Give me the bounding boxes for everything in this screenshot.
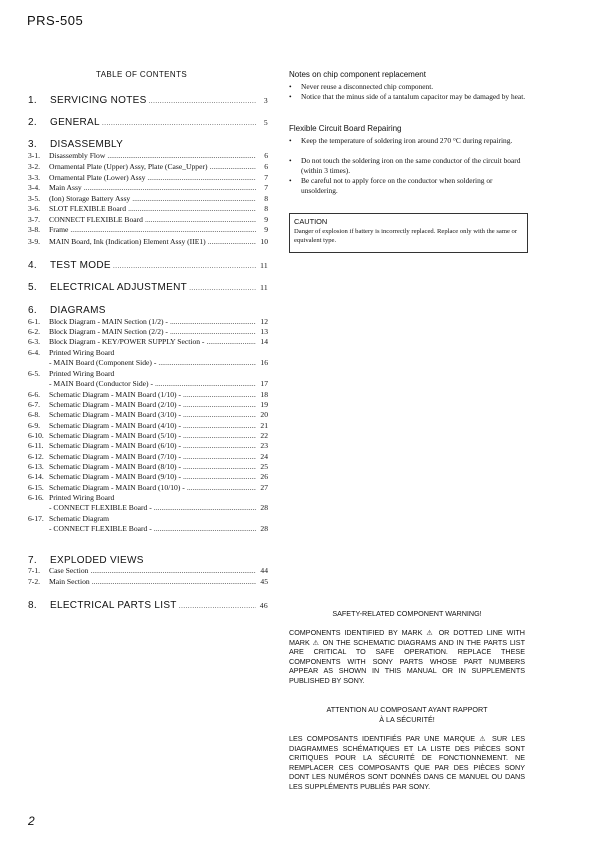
toc-entry-page: 6: [264, 162, 268, 171]
toc-entry-page: 7: [264, 183, 268, 192]
toc-entry-number: 6-6.: [28, 390, 41, 399]
toc-entry-number: 3-7.: [28, 215, 41, 224]
toc-entry-row[interactable]: [28, 472, 268, 481]
toc-entry-number: 5.: [28, 282, 37, 293]
toc-leader-dots: [183, 410, 256, 419]
toc-entry-title: Schematic Diagram - MAIN Board (10/10) -: [49, 483, 185, 492]
toc-entry-row[interactable]: [28, 503, 268, 512]
toc-entry-page: 22: [260, 431, 268, 440]
toc-entry-row[interactable]: [28, 225, 268, 234]
toc-entry-title: Disassembly Flow: [49, 151, 106, 160]
toc-leader-dots: [145, 215, 256, 224]
toc-entry-number: 3-5.: [28, 194, 41, 203]
flex-notes-heading: Flexible Circuit Board Repairing: [289, 124, 402, 133]
toc-entry-title: Schematic Diagram - MAIN Board (5/10) -: [49, 431, 182, 440]
toc-leader-dots: [107, 151, 256, 160]
toc-entry-number: 7-2.: [28, 577, 41, 586]
toc-entry-row[interactable]: [28, 151, 268, 160]
toc-entry-number: 6-11.: [28, 441, 44, 450]
toc-entry-page: 16: [260, 358, 268, 367]
toc-entry-page: 23: [260, 441, 268, 450]
toc-entry-title: Schematic Diagram - MAIN Board (6/10) -: [49, 441, 182, 450]
toc-entry-title: GENERAL: [50, 117, 100, 128]
toc-leader-dots: [170, 317, 256, 326]
toc-entry-page: 9: [264, 215, 268, 224]
toc-entry-number: 6-14.: [28, 472, 44, 481]
toc-entry-row[interactable]: [28, 237, 268, 246]
toc-entry-page: 8: [264, 204, 268, 213]
toc-entry-number: 6-10.: [28, 431, 44, 440]
toc-entry-title: - MAIN Board (Component Side) -: [49, 358, 157, 367]
toc-entry-row[interactable]: [28, 173, 268, 182]
toc-entry-page: 5: [263, 118, 268, 127]
toc-entry-title: Block Diagram - MAIN Section (2/2) -: [49, 327, 168, 336]
toc-entry-page: 12: [260, 317, 268, 326]
toc-leader-dots: [113, 263, 256, 270]
flex-note-1: • Keep the temperature of soldering iron around 270 °C during repairing.: [289, 136, 513, 145]
toc-leader-dots: [154, 503, 256, 512]
toc-entry-title: Schematic Diagram: [49, 514, 110, 523]
toc-entry-title: Printed Wiring Board: [49, 348, 115, 357]
toc-entry-number: 2.: [28, 117, 37, 128]
toc-section-row[interactable]: [28, 117, 268, 128]
safety-warning-fr-title-2: À LA SÉCURITÉ!: [379, 715, 435, 724]
flex-note-2: • Do not touch the soldering iron on the same conductor of the circuit board (within 3 times).: [289, 156, 521, 175]
toc-entry-title: Ornamental Plate (Upper) Assy, Plate (Case_Upper): [49, 162, 208, 171]
toc-entry-title: Schematic Diagram - MAIN Board (2/10) -: [49, 400, 182, 409]
toc-leader-dots: [183, 462, 256, 471]
chip-notes-heading: Notes on chip component replacement: [289, 70, 426, 79]
toc-entry-page: 7: [264, 173, 268, 182]
toc-entry-title: Printed Wiring Board: [49, 369, 115, 378]
toc-leader-dots: [92, 577, 256, 586]
toc-entry-page: 44: [260, 566, 268, 575]
toc-entry-page: 3: [263, 96, 268, 105]
chip-note-1: • Never reuse a disconnected chip component.: [289, 82, 434, 91]
toc-entry-row[interactable]: [28, 390, 268, 399]
toc-title: TABLE OF CONTENTS: [96, 70, 188, 79]
toc-entry-number: 3.: [28, 139, 37, 150]
toc-entry-row[interactable]: [28, 400, 268, 409]
toc-entry-page: 10: [260, 237, 268, 246]
toc-leader-dots: [206, 337, 256, 346]
toc-entry-page: 24: [260, 452, 268, 461]
toc-entry-row[interactable]: [28, 483, 268, 492]
toc-entry-page: 11: [260, 261, 268, 270]
caution-body: Danger of explosion if battery is incorrectly replaced. Replace only with the same or equivalent type.: [294, 228, 518, 244]
toc-entry-number: 6-15.: [28, 483, 44, 492]
toc-entry-title: Printed Wiring Board: [49, 493, 115, 502]
toc-leader-dots: [183, 452, 256, 461]
toc-leader-dots: [102, 120, 256, 127]
toc-entry-row[interactable]: [28, 462, 268, 471]
toc-entry-number: 6-13.: [28, 462, 44, 471]
toc-entry-number: 4.: [28, 260, 37, 271]
toc-entry-page: 28: [260, 503, 268, 512]
toc-entry-title: Schematic Diagram - MAIN Board (4/10) -: [49, 421, 182, 430]
toc-entry-page: 45: [260, 577, 268, 586]
toc-leader-dots: [170, 327, 256, 336]
toc-entry-row[interactable]: [28, 358, 268, 367]
toc-entry-number: 6-16.: [28, 493, 44, 502]
toc-entry-title: - CONNECT FLEXIBLE Board -: [49, 503, 152, 512]
toc-entry-row[interactable]: [28, 514, 268, 523]
toc-entry-number: 3-8.: [28, 225, 41, 234]
toc-entry-number: 6-5.: [28, 369, 41, 378]
toc-entry-number: 7.: [28, 555, 37, 566]
toc-section-row[interactable]: [28, 260, 268, 271]
toc-leader-dots: [187, 483, 256, 492]
toc-entry-number: 6-8.: [28, 410, 41, 419]
toc-entry-number: 6-9.: [28, 421, 41, 430]
toc-entry-title: Block Diagram - KEY/POWER SUPPLY Section -: [49, 337, 205, 346]
toc-entry-title: CONNECT FLEXIBLE Board: [49, 215, 143, 224]
toc-entry-number: 6-17.: [28, 514, 44, 523]
toc-entry-row[interactable]: [28, 204, 268, 213]
toc-leader-dots: [147, 173, 256, 182]
toc-entry-row[interactable]: [28, 183, 268, 192]
toc-entry-title: Schematic Diagram - MAIN Board (3/10) -: [49, 410, 182, 419]
toc-entry-row[interactable]: [28, 421, 268, 430]
toc-leader-dots: [179, 603, 256, 610]
toc-entry-title: Schematic Diagram - MAIN Board (8/10) -: [49, 462, 182, 471]
toc-leader-dots: [183, 441, 256, 450]
toc-entry-row[interactable]: [28, 327, 268, 336]
toc-entry-number: 6-4.: [28, 348, 41, 357]
toc-entry-page: 8: [264, 194, 268, 203]
toc-entry-title: Ornamental Plate (Lower) Assy: [49, 173, 146, 182]
toc-leader-dots: [132, 194, 256, 203]
toc-entry-title: DIAGRAMS: [50, 305, 106, 316]
toc-leader-dots: [90, 566, 256, 575]
toc-leader-dots: [189, 285, 256, 292]
toc-entry-title: - CONNECT FLEXIBLE Board -: [49, 524, 152, 533]
toc-entry-title: SERVICING NOTES: [50, 95, 147, 106]
toc-entry-page: 28: [260, 524, 268, 533]
toc-entry-page: 17: [260, 379, 268, 388]
toc-section-row[interactable]: [28, 139, 268, 150]
toc-leader-dots: [149, 98, 256, 105]
toc-entry-row[interactable]: [28, 431, 268, 440]
toc-entry-title: Schematic Diagram - MAIN Board (7/10) -: [49, 452, 182, 461]
toc-entry-row[interactable]: [28, 493, 268, 502]
toc-entry-row[interactable]: [28, 566, 268, 575]
toc-entry-row[interactable]: [28, 317, 268, 326]
toc-entry-page: 13: [260, 327, 268, 336]
toc-entry-row[interactable]: [28, 524, 268, 533]
toc-entry-row[interactable]: [28, 577, 268, 586]
page-number: 2: [28, 814, 35, 828]
toc-entry-page: 9: [264, 225, 268, 234]
toc-entry-title: SLOT FLEXIBLE Board: [49, 204, 127, 213]
toc-entry-page: 27: [260, 483, 268, 492]
toc-leader-dots: [208, 237, 256, 246]
toc-entry-page: 21: [260, 421, 268, 430]
toc-leader-dots: [210, 162, 256, 171]
toc-entry-number: 3-2.: [28, 162, 41, 171]
toc-entry-title: ELECTRICAL ADJUSTMENT: [50, 282, 188, 293]
toc-entry-page: 46: [259, 601, 268, 610]
toc-entry-number: 6-2.: [28, 327, 41, 336]
toc-leader-dots: [155, 379, 256, 388]
toc-entry-row[interactable]: [28, 379, 268, 388]
safety-warning-fr-body: LES COMPOSANTS IDENTIFIÉS PAR UNE MARQUE ⚠ SUR LES DIAGRAMMES SCHÉMATIQUES ET LA LISTE DES PIÈCES SONT CRITIQUES POUR LA SÉCURITÉ DE FONCTIONNEMENT. NE REMPLACER CES COMPOSANTS QUE PAR DES PIÈCES SONY DONT LES NUMÉROS SONT DONNÉS DANS CE MANUEL OU DANS LES SUPPLÉMENTS PUBLIÉS PAR SONY.: [289, 734, 525, 791]
toc-entry-title: Case Section: [49, 566, 89, 575]
toc-entry-number: 3-6.: [28, 204, 41, 213]
toc-section-row[interactable]: [28, 95, 268, 106]
toc-section-row[interactable]: [28, 555, 268, 566]
toc-entry-title: Block Diagram - MAIN Section (1/2) -: [49, 317, 168, 326]
toc-entry-title: Main Assy: [49, 183, 82, 192]
toc-leader-dots: [84, 183, 256, 192]
toc-entry-page: 18: [260, 390, 268, 399]
toc-entry-row[interactable]: [28, 410, 268, 419]
toc-entry-number: 3-4.: [28, 183, 41, 192]
toc-entry-page: 6: [264, 151, 268, 160]
toc-section-row[interactable]: [28, 600, 268, 611]
toc-leader-dots: [183, 400, 256, 409]
caution-title: CAUTION: [294, 217, 328, 226]
toc-entry-number: 1.: [28, 95, 37, 106]
toc-entry-title: Schematic Diagram - MAIN Board (1/10) -: [49, 390, 182, 399]
toc-leader-dots: [158, 358, 256, 367]
safety-warning-title: SAFETY-RELATED COMPONENT WARNING!: [332, 609, 482, 618]
toc-entry-number: 7-1.: [28, 566, 41, 575]
toc-entry-title: Schematic Diagram - MAIN Board (9/10) -: [49, 472, 182, 481]
toc-entry-number: 3-1.: [28, 151, 41, 160]
toc-entry-row[interactable]: [28, 215, 268, 224]
toc-leader-dots: [183, 431, 256, 440]
toc-leader-dots: [70, 225, 256, 234]
toc-entry-row[interactable]: [28, 441, 268, 450]
toc-entry-number: 6-3.: [28, 337, 41, 346]
toc-entry-title: Main Section: [49, 577, 90, 586]
caution-box: [289, 213, 528, 253]
toc-entry-title: ELECTRICAL PARTS LIST: [50, 600, 177, 611]
toc-leader-dots: [183, 390, 256, 399]
toc-entry-page: 20: [260, 410, 268, 419]
toc-entry-title: TEST MODE: [50, 260, 111, 271]
toc-entry-number: 6-7.: [28, 400, 41, 409]
chip-note-2: • Notice that the minus side of a tantalum capacitor may be damaged by heat.: [289, 92, 526, 101]
toc-entry-number: 6-12.: [28, 452, 44, 461]
toc-entry-title: DISASSEMBLY: [50, 139, 124, 150]
toc-entry-page: 11: [260, 283, 268, 292]
toc-entry-page: 19: [260, 400, 268, 409]
toc-entry-number: 3-3.: [28, 173, 41, 182]
toc-entry-page: 26: [260, 472, 268, 481]
toc-entry-title: Frame: [49, 225, 69, 234]
toc-entry-row[interactable]: [28, 162, 268, 171]
toc-entry-row[interactable]: [28, 348, 268, 357]
toc-entry-number: 3-9.: [28, 237, 41, 246]
flex-note-3: • Be careful not to apply force on the conductor when soldering or unsoldering.: [289, 176, 493, 195]
toc-entry-title: (Ion) Storage Battery Assy: [49, 194, 131, 203]
toc-leader-dots: [154, 524, 256, 533]
toc-leader-dots: [128, 204, 256, 213]
safety-warning-fr-title-1: ATTENTION AU COMPOSANT AYANT RAPPORT: [326, 705, 488, 714]
toc-entry-row[interactable]: [28, 369, 268, 378]
toc-entry-row[interactable]: [28, 194, 268, 203]
toc-entry-title: MAIN Board, Ink (Indication) Element Assy (IIE1): [49, 237, 206, 246]
toc-entry-title: - MAIN Board (Conductor Side) -: [49, 379, 153, 388]
toc-entry-number: 6-1.: [28, 317, 41, 326]
toc-entry-title: EXPLODED VIEWS: [50, 555, 144, 566]
model-number: PRS-505: [27, 13, 84, 28]
toc-entry-page: 14: [260, 337, 268, 346]
toc-section-row[interactable]: [28, 305, 268, 316]
toc-entry-row[interactable]: [28, 337, 268, 346]
toc-entry-number: 6.: [28, 305, 37, 316]
toc-entry-row[interactable]: [28, 452, 268, 461]
toc-leader-dots: [183, 421, 256, 430]
toc-entry-number: 8.: [28, 600, 37, 611]
toc-section-row[interactable]: [28, 282, 268, 293]
toc-leader-dots: [183, 472, 256, 481]
toc-entry-page: 25: [260, 462, 268, 471]
safety-warning-body: COMPONENTS IDENTIFIED BY MARK ⚠ OR DOTTED LINE WITH MARK ⚠ ON THE SCHEMATIC DIAGRAMS AND IN THE PARTS LIST ARE CRITICAL TO SAFE OPERATION. REPLACE THESE COMPONENTS WITH SONY PARTS WHOSE PART NUMBERS APPEAR AS SHOWN IN THIS MANUAL OR IN SUPPLEMENTS PUBLISHED BY SONY.: [289, 628, 525, 685]
